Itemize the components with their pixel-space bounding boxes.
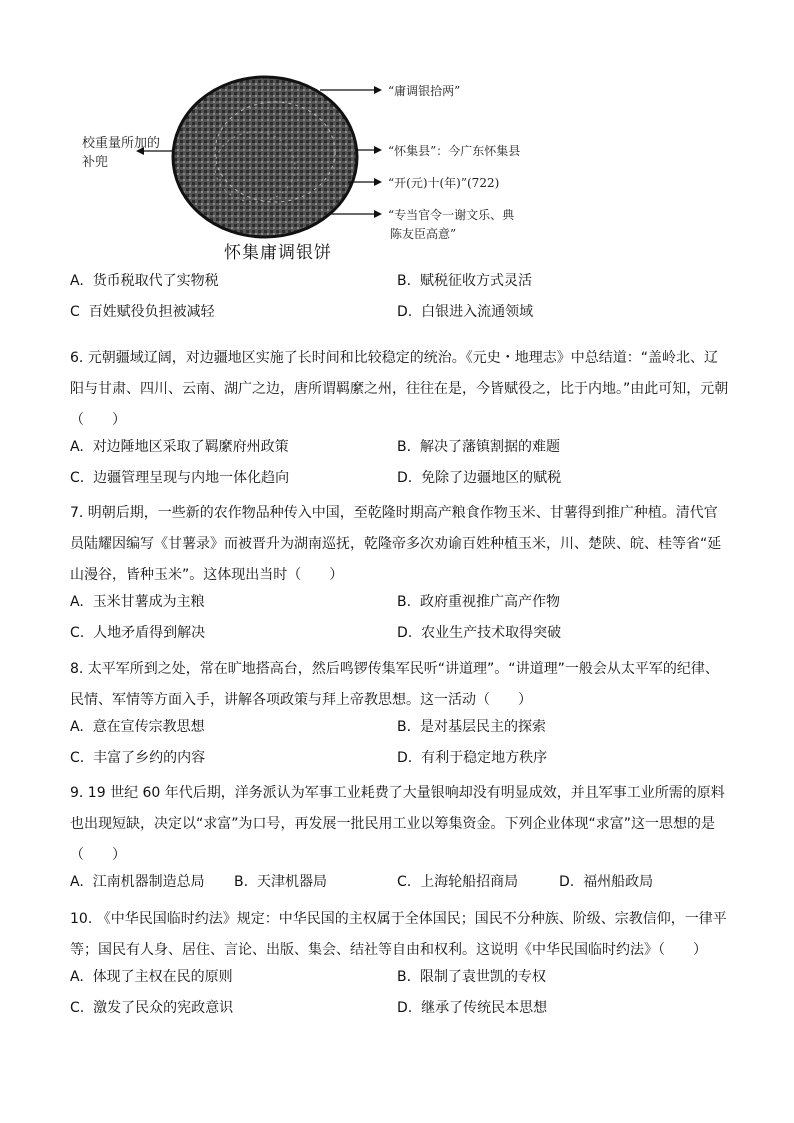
question-stem: 6. 元朝疆域辽阔，对边疆地区实施了长时间和比较稳定的统治。《元史・地理志》中总结道：“盖岭北、辽阳与甘肃、四川、云南、湖广之边，唐所谓羁縻之州，往往在是，今皆赋役之，比于内地。”由此可知，元朝（ ）: [70, 350, 729, 428]
option-b[interactable]: B. 是对基层民主的探索: [397, 719, 546, 735]
option-d[interactable]: D. 白银进入流通领域: [397, 304, 534, 320]
option-b[interactable]: B. 赋税征收方式灵活: [397, 273, 532, 289]
option-b[interactable]: B. 天津机器局: [234, 874, 327, 890]
silver-cake-figure: [60, 62, 620, 272]
option-c[interactable]: C. 激发了民众的宪政意识: [70, 1000, 234, 1016]
option-a[interactable]: A. 江南机器制造总局: [70, 874, 205, 890]
question-6: [70, 343, 730, 498]
option-d[interactable]: D. 农业生产技术取得突破: [397, 625, 562, 641]
figure-caption: 怀集庸调银饼: [224, 243, 332, 263]
question-stem: 7. 明朝后期，一些新的农作物品种传入中国，至乾隆时期高产粮食作物玉米、甘薯得到推广种植。清代官员陆耀因编写《甘薯录》而被晋升为湖南巡抚，乾隆帝多次劝谕百姓种植玉米，川、楚陕、皖、桂等省“延山漫谷，皆种玉米”。这体现出当时（ ）: [70, 505, 722, 583]
option-c[interactable]: C. 人地矛盾得到解决: [70, 625, 206, 641]
option-d[interactable]: D. 免除了边疆地区的赋税: [397, 470, 562, 486]
question-stem: 10. 《中华民国临时约法》规定：中华民国的主权属于全体国民；国民不分种族、阶级、宗教信仰，一律平等；国民有人身、居住、言论、出版、集会、结社等自由和权利。这说明《中华民国临时约法》（ ）: [70, 911, 727, 958]
option-row: [70, 270, 730, 301]
option-d[interactable]: D. 福州船政局: [559, 874, 654, 890]
option-b[interactable]: B. 限制了袁世凯的专权: [397, 969, 546, 985]
question-10: [70, 904, 730, 1028]
question-stem: 8. 太平军所到之处，常在旷地搭高台，然后鸣锣传集军民听“讲道理”。“讲道理”一般会从太平军的纪律、民情、军情等方面入手，讲解各项政策与拜上帝教思想。这一活动（ ）: [70, 661, 719, 708]
figure-note-4: “专当官令一谢文乐、典: [388, 208, 515, 222]
option-b[interactable]: B. 解决了藩镇割据的难题: [397, 439, 560, 455]
option-row: [70, 301, 730, 332]
option-d[interactable]: D. 有利于稳定地方秩序: [397, 750, 548, 766]
option-d[interactable]: D. 继承了传统民本思想: [397, 1000, 548, 1016]
option-c[interactable]: C. 边疆管理呈现与内地一体化趋向: [70, 470, 290, 486]
option-c[interactable]: C. 上海轮船招商局: [397, 874, 519, 890]
option-a[interactable]: A. 体现了主权在民的原则: [70, 969, 233, 985]
option-a[interactable]: A. 玉米甘薯成为主粮: [70, 594, 205, 610]
question-7: [70, 498, 730, 653]
question-5-options: [70, 270, 730, 332]
question-9: [70, 778, 730, 902]
option-b[interactable]: B. 政府重视推广高产作物: [397, 594, 560, 610]
figure-note-1: “庸调银拾两”: [388, 84, 461, 98]
question-8: [70, 654, 730, 778]
figure-note-2: “怀集县”：今广东怀集县: [388, 144, 521, 158]
figure-note-3: “开(元)十(年)”(722): [388, 176, 500, 190]
option-a[interactable]: A. 货币税取代了实物税: [70, 273, 219, 289]
option-a[interactable]: A. 对边陲地区采取了羁縻府州政策: [70, 439, 289, 455]
silver-cake-disc: [173, 77, 357, 237]
figure-note-4-line2: 陈友臣高意”: [390, 227, 457, 241]
figure-left-note: 校重量所加的补兜: [82, 136, 161, 170]
option-c[interactable]: C 百姓赋役负担被减轻: [70, 304, 215, 320]
option-c[interactable]: C. 丰富了乡约的内容: [70, 750, 206, 766]
question-stem: 9. 19 世纪 60 年代后期，洋务派认为军事工业耗费了大量银响却没有明显成效，并且军事工业所需的原料也出现短缺，决定以“求富”为口号，再发展一批民用工业以筹集资金。下列企业体现“求富”这一思想的是（ ）: [70, 785, 725, 863]
option-a[interactable]: A. 意在宣传宗教思想: [70, 719, 205, 735]
